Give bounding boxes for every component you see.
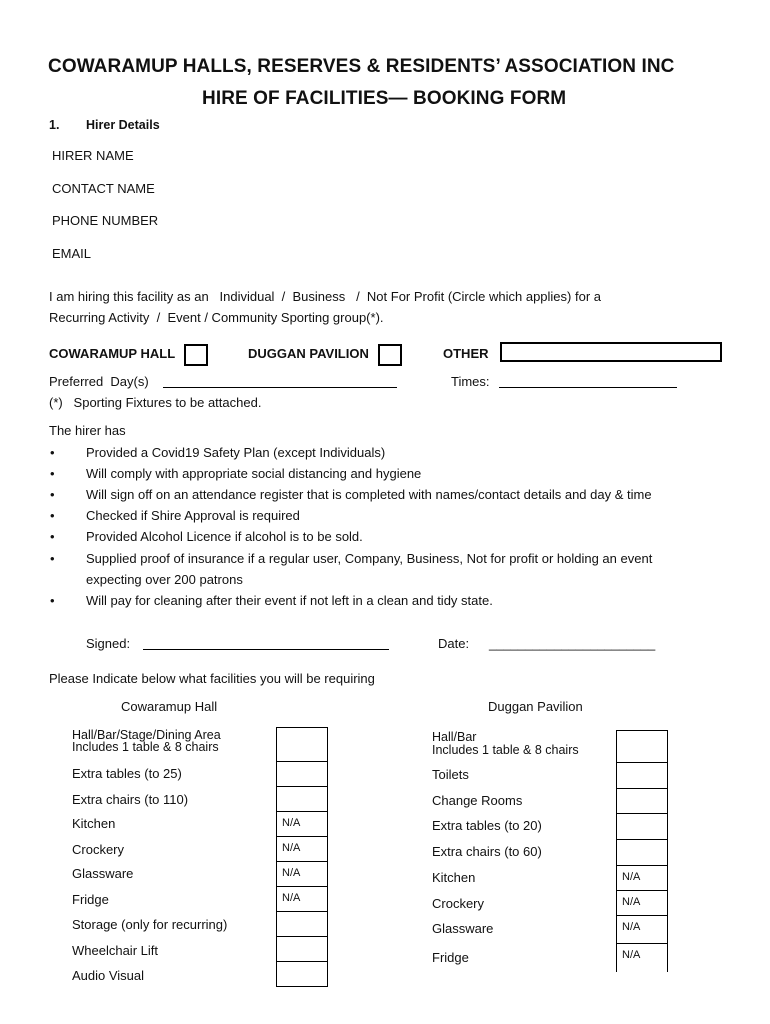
bullet: • (50, 487, 55, 502)
pavilion-checkbox[interactable] (617, 839, 667, 865)
na-label: N/A (622, 871, 641, 883)
hall-title: Cowaramup Hall (121, 699, 218, 714)
venue-duggan-checkbox[interactable] (378, 344, 402, 366)
hirer-item-7: Will pay for cleaning after their event if not left in a clean and tidy state. (86, 593, 493, 608)
hall-item: Crockery (72, 842, 125, 857)
hall-checkbox[interactable] (277, 836, 327, 861)
venue-cowaramup-label: COWARAMUP HALL (49, 346, 176, 361)
preferred-days-label: Preferred Day(s) (49, 374, 149, 389)
hall-item-main-line1: Hall/Bar/Stage/Dining Area (72, 728, 221, 742)
hall-checkbox[interactable] (277, 728, 327, 761)
venue-other-label: OTHER (443, 346, 489, 361)
bullet: • (50, 466, 55, 481)
pavilion-item-main-line2: Includes 1 table & 8 chairs (432, 743, 579, 757)
pavilion-item: Extra chairs (to 60) (432, 844, 542, 859)
pavilion-checkbox[interactable] (617, 813, 667, 839)
na-label: N/A (622, 896, 641, 908)
pavilion-title: Duggan Pavilion (488, 699, 583, 714)
hall-item: Storage (only for recurring) (72, 917, 228, 932)
pavilion-checkbox[interactable] (617, 731, 667, 762)
times-input[interactable] (499, 387, 677, 388)
na-label: N/A (282, 892, 301, 904)
pavilion-item: Extra tables (to 20) (432, 818, 542, 833)
hirer-has-intro: The hirer has (49, 423, 126, 438)
hall-checkbox[interactable] (277, 861, 327, 886)
pavilion-item: Change Rooms (432, 793, 523, 808)
bullet: • (50, 508, 55, 523)
hall-item: Wheelchair Lift (72, 943, 158, 958)
hall-item-main-line2: Includes 1 table & 8 chairs (72, 740, 219, 754)
hirer-item-6: Supplied proof of insurance if a regular user, Company, Business, Not for profit or holding an event (86, 551, 653, 566)
hall-checkbox[interactable] (277, 911, 327, 936)
hall-checkbox[interactable] (277, 936, 327, 961)
na-label: N/A (282, 867, 301, 879)
hall-checkbox-column (276, 727, 328, 987)
pavilion-item: Fridge (432, 950, 469, 965)
hirer-name-label: HIRER NAME (52, 148, 134, 163)
hall-item: Fridge (72, 892, 109, 907)
hiring-type-line1: I am hiring this facility as an Individual / Business / Not For Profit (Circle which applies) for a (49, 289, 601, 304)
pavilion-item: Glassware (432, 921, 494, 936)
hall-checkbox[interactable] (277, 811, 327, 836)
bullet: • (50, 551, 55, 566)
hall-item: Extra chairs (to 110) (72, 792, 189, 807)
contact-name-label: CONTACT NAME (52, 181, 155, 196)
hall-checkbox[interactable] (277, 786, 327, 811)
na-label: N/A (282, 817, 301, 829)
pavilion-item: Toilets (432, 767, 469, 782)
hall-item: Glassware (72, 866, 134, 881)
pavilion-item-main-line1: Hall/Bar (432, 730, 477, 744)
hirer-item-1: Provided a Covid19 Safety Plan (except Individuals) (86, 445, 386, 460)
date-label: Date: (438, 636, 470, 651)
venue-other-field[interactable] (500, 342, 722, 362)
email-label: EMAIL (52, 246, 92, 261)
facilities-intro: Please Indicate below what facilities you will be requiring (49, 671, 375, 686)
bullet: • (50, 529, 55, 544)
date-input[interactable]: _______________________ (489, 636, 656, 651)
na-label: N/A (622, 921, 641, 933)
phone-number-label: PHONE NUMBER (52, 213, 159, 228)
hirer-item-6-cont: expecting over 200 patrons (86, 572, 243, 587)
signed-label: Signed: (86, 636, 131, 651)
pavilion-checkbox[interactable] (617, 943, 667, 973)
na-label: N/A (282, 842, 301, 854)
bullet: • (50, 593, 55, 608)
bullet: • (50, 445, 55, 460)
hall-item: Extra tables (to 25) (72, 766, 182, 781)
hirer-item-2: Will comply with appropriate social distancing and hygiene (86, 466, 422, 481)
pavilion-checkbox[interactable] (617, 915, 667, 943)
pavilion-checkbox[interactable] (617, 788, 667, 813)
hall-checkbox[interactable] (277, 886, 327, 911)
pavilion-checkbox-column (616, 730, 668, 972)
hirer-item-3: Will sign off on an attendance register that is completed with names/contact details and day & time (86, 487, 652, 502)
hirer-item-4: Checked if Shire Approval is required (86, 508, 300, 523)
venue-cowaramup-checkbox[interactable] (184, 344, 208, 366)
hirer-item-5: Provided Alcohol Licence if alcohol is to be sold. (86, 529, 363, 544)
hiring-type-line2: Recurring Activity / Event / Community Sporting group(*). (49, 310, 384, 325)
section-heading: Hirer Details (86, 118, 160, 132)
hall-item: Kitchen (72, 816, 116, 831)
pavilion-item: Kitchen (432, 870, 476, 885)
form-title: HIRE OF FACILITIES— BOOKING FORM (202, 88, 567, 109)
section-number: 1. (49, 118, 60, 132)
preferred-days-input[interactable] (163, 387, 397, 388)
na-label: N/A (622, 949, 641, 961)
times-label: Times: (451, 374, 490, 389)
pavilion-item: Crockery (432, 896, 485, 911)
pavilion-checkbox[interactable] (617, 762, 667, 788)
pavilion-checkbox[interactable] (617, 890, 667, 915)
hall-checkbox[interactable] (277, 761, 327, 786)
sporting-note: (*) Sporting Fixtures to be attached. (49, 395, 262, 410)
signature-input[interactable] (143, 649, 389, 650)
venue-duggan-label: DUGGAN PAVILION (248, 346, 369, 361)
hall-checkbox[interactable] (277, 961, 327, 988)
org-title: COWARAMUP HALLS, RESERVES & RESIDENTS’ ASSOCIATION INC (48, 56, 675, 77)
pavilion-checkbox[interactable] (617, 865, 667, 890)
hall-item: Audio Visual (72, 968, 145, 983)
